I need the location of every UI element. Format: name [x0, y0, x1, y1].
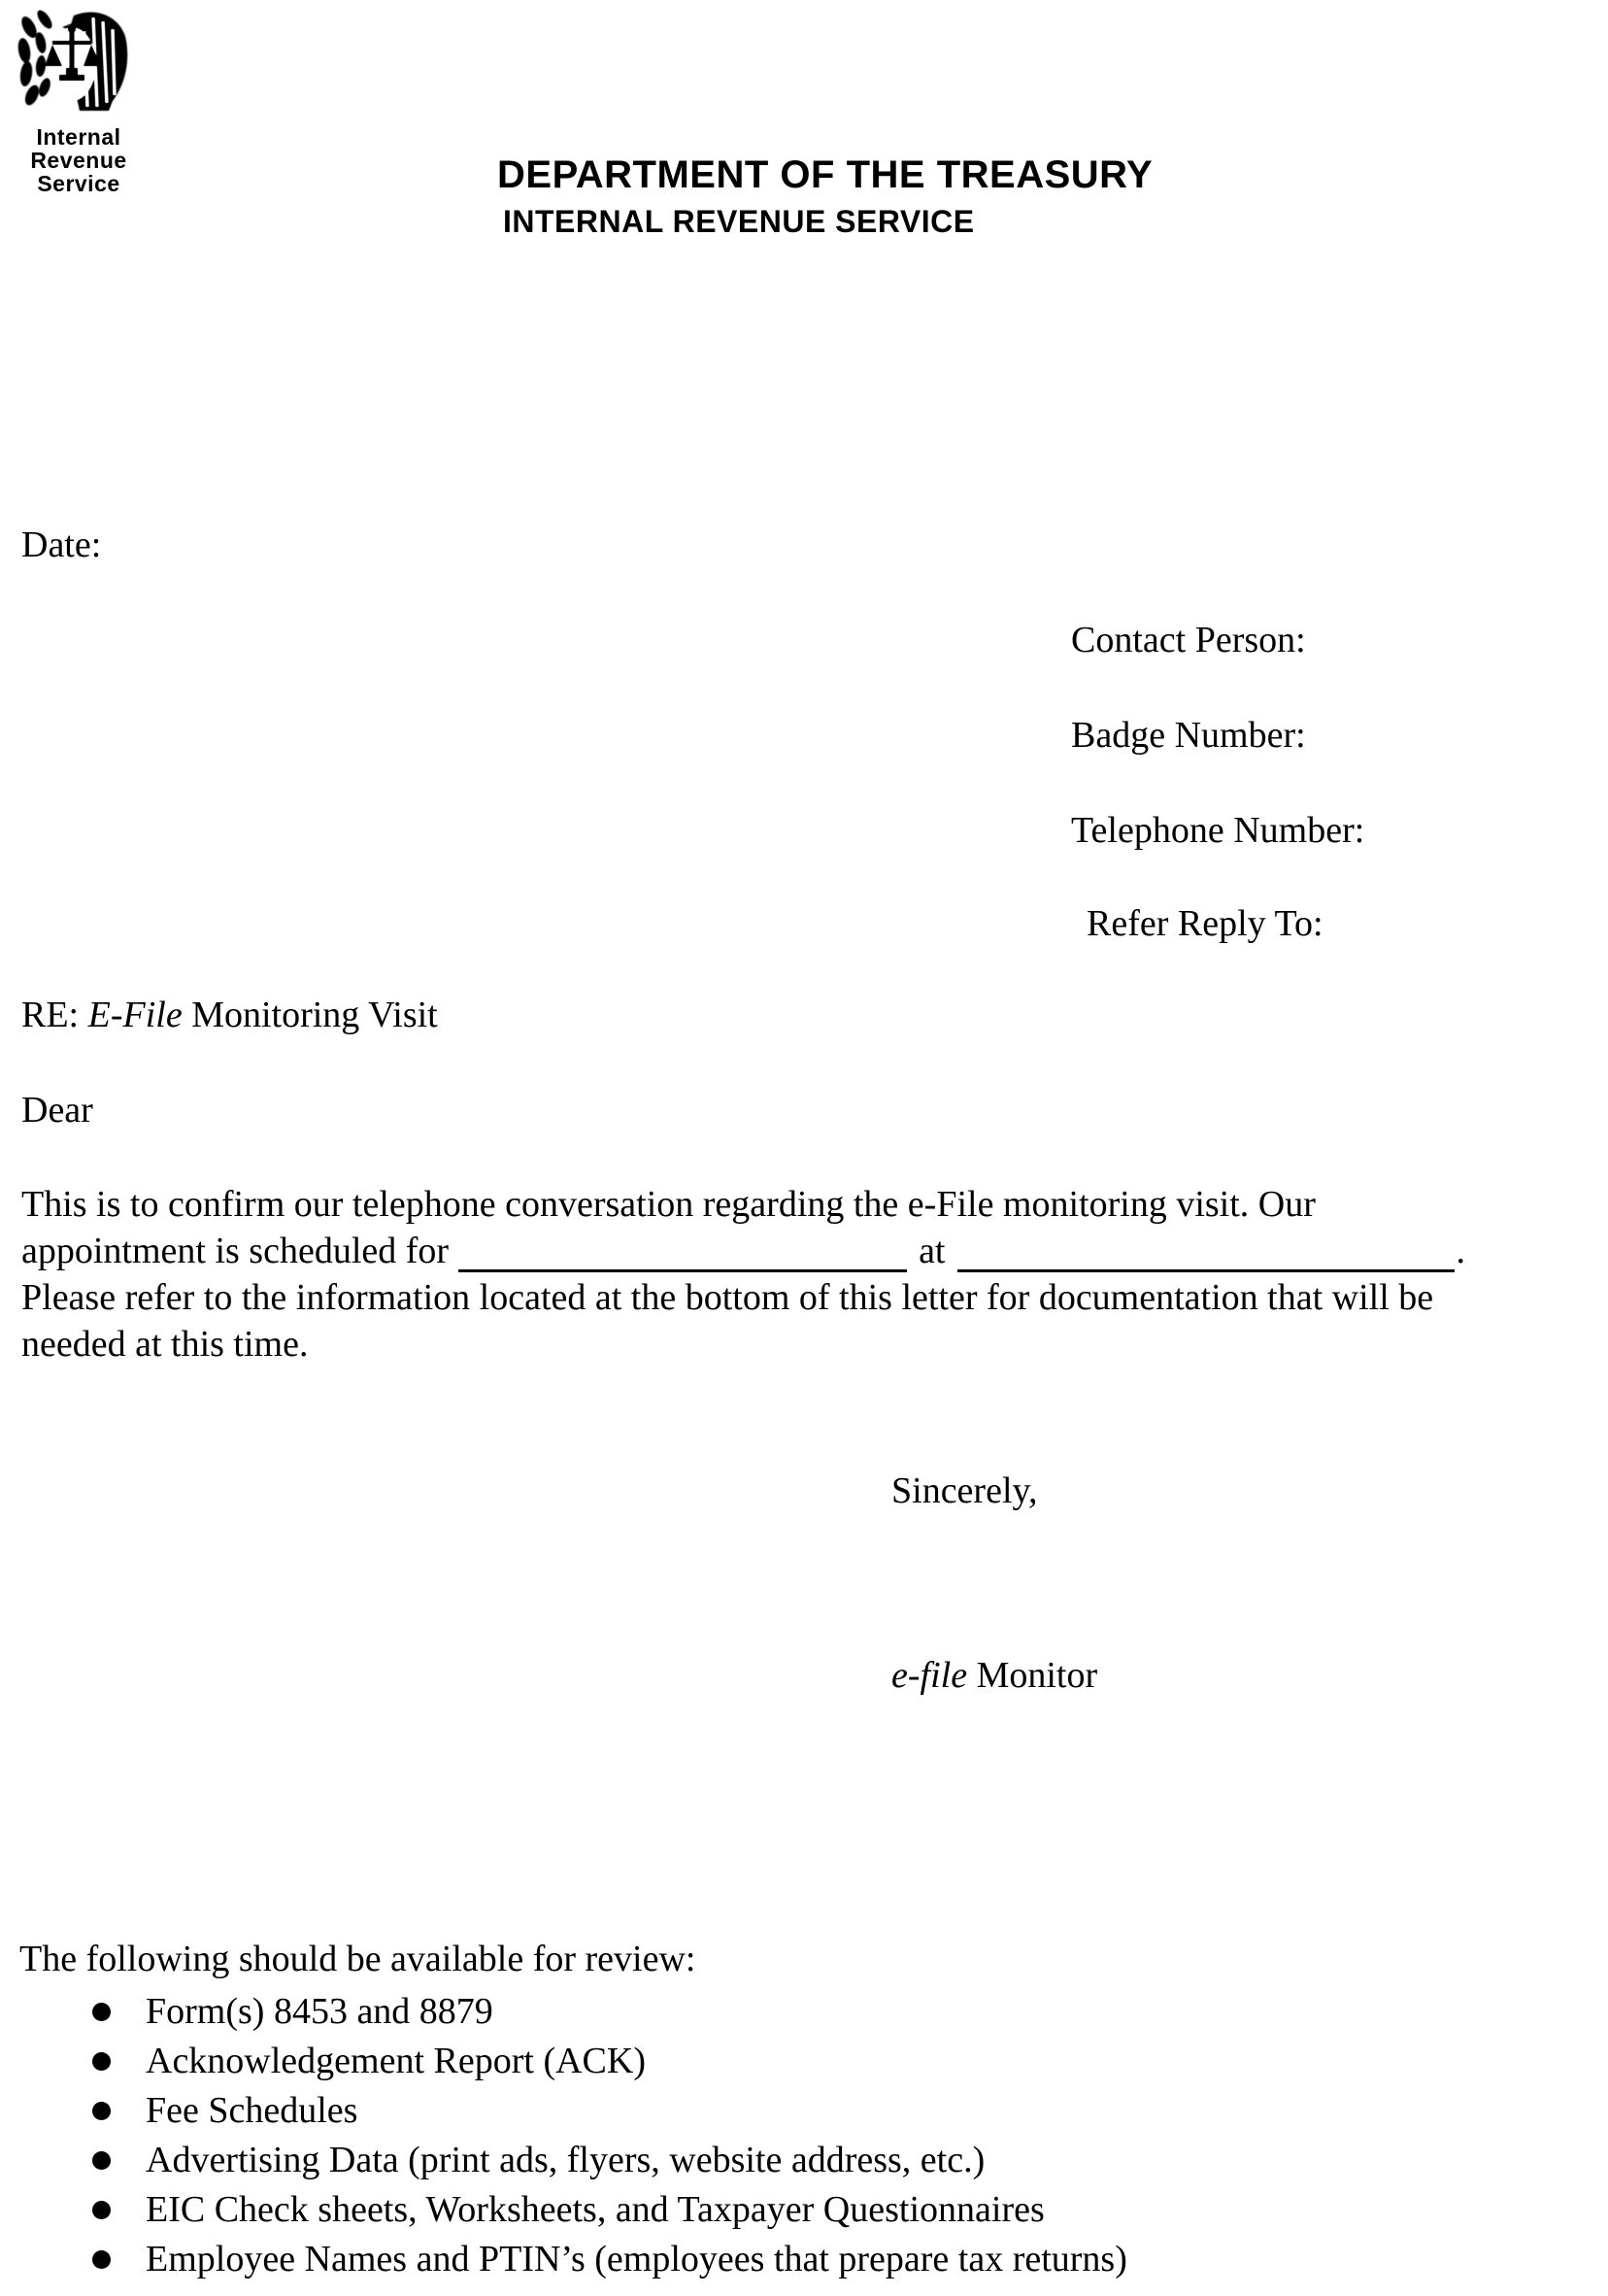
badge-number-label: Badge Number: — [1071, 715, 1306, 756]
review-intro: The following should be available for review: — [19, 1939, 696, 1979]
review-item-label: Fee Schedules — [146, 2090, 358, 2131]
body-line-3: Please refer to the information located at the bottom of this letter for documentation that will be — [21, 1277, 1434, 1318]
signature-rest: Monitor — [967, 1655, 1098, 1696]
bullet-icon — [92, 2102, 111, 2120]
subject-efile-italic: E-File — [87, 995, 183, 1035]
review-item — [0, 2187, 1608, 2237]
header-subtitle: INTERNAL REVENUE SERVICE — [503, 204, 975, 239]
review-item-label: EIC Check sheets, Worksheets, and Taxpayer Questionnaires — [146, 2189, 1045, 2230]
review-item-label: Acknowledgement Report (ACK) — [146, 2041, 646, 2081]
review-item-label: Employee Names and PTIN’s (employees that prepare tax returns) — [146, 2239, 1127, 2279]
bullet-icon — [92, 2201, 111, 2219]
bullet-icon — [92, 2250, 111, 2269]
review-item — [0, 2237, 1608, 2286]
review-item — [0, 2138, 1608, 2187]
date-label: Date: — [21, 524, 102, 565]
review-item — [0, 2039, 1608, 2088]
subject-prefix: RE: — [21, 995, 88, 1035]
appointment-date-blank — [458, 1240, 907, 1272]
body-line-1: This is to confirm our telephone conversation regarding the e-File monitoring visit. Our — [21, 1184, 1316, 1225]
irs-eagle-scales-icon — [17, 10, 138, 117]
review-item-label: Form(s) 8453 and 8879 — [146, 1991, 493, 2032]
review-item-label: Advertising Data (print ads, flyers, website address, etc.) — [146, 2140, 986, 2180]
contact-person-label: Contact Person: — [1071, 620, 1306, 660]
bullet-icon — [92, 2003, 111, 2021]
salutation: Dear — [21, 1090, 93, 1131]
logo-text-revenue: Revenue — [30, 148, 127, 173]
bullet-icon — [92, 2052, 111, 2071]
review-item — [0, 2088, 1608, 2138]
body-line-2-prefix: appointment is scheduled for — [21, 1231, 450, 1271]
body-line-2-period: . — [1456, 1231, 1465, 1271]
appointment-time-blank — [957, 1240, 1455, 1272]
subject-rest: Monitoring Visit — [182, 995, 438, 1035]
closing-sincerely: Sincerely, — [891, 1470, 1038, 1511]
body-line-2-at: at — [919, 1231, 946, 1271]
signature-line — [891, 1653, 1097, 1698]
bullet-icon — [92, 2151, 111, 2170]
refer-reply-label: Refer Reply To: — [1087, 903, 1323, 944]
logo-text-internal: Internal — [36, 124, 121, 150]
irs-logo — [17, 10, 140, 195]
body-line-2 — [21, 1228, 1465, 1274]
subject-line — [21, 993, 438, 1037]
header-title: DEPARTMENT OF THE TREASURY — [497, 153, 1154, 196]
body-line-4: needed at this time. — [21, 1324, 309, 1365]
signature-efile-italic: e-file — [891, 1655, 968, 1696]
logo-text-service: Service — [37, 171, 120, 196]
review-item — [0, 1989, 1608, 2039]
body-paragraph — [21, 1181, 1465, 1367]
review-list — [0, 1989, 1608, 2286]
telephone-number-label: Telephone Number: — [1071, 810, 1365, 851]
